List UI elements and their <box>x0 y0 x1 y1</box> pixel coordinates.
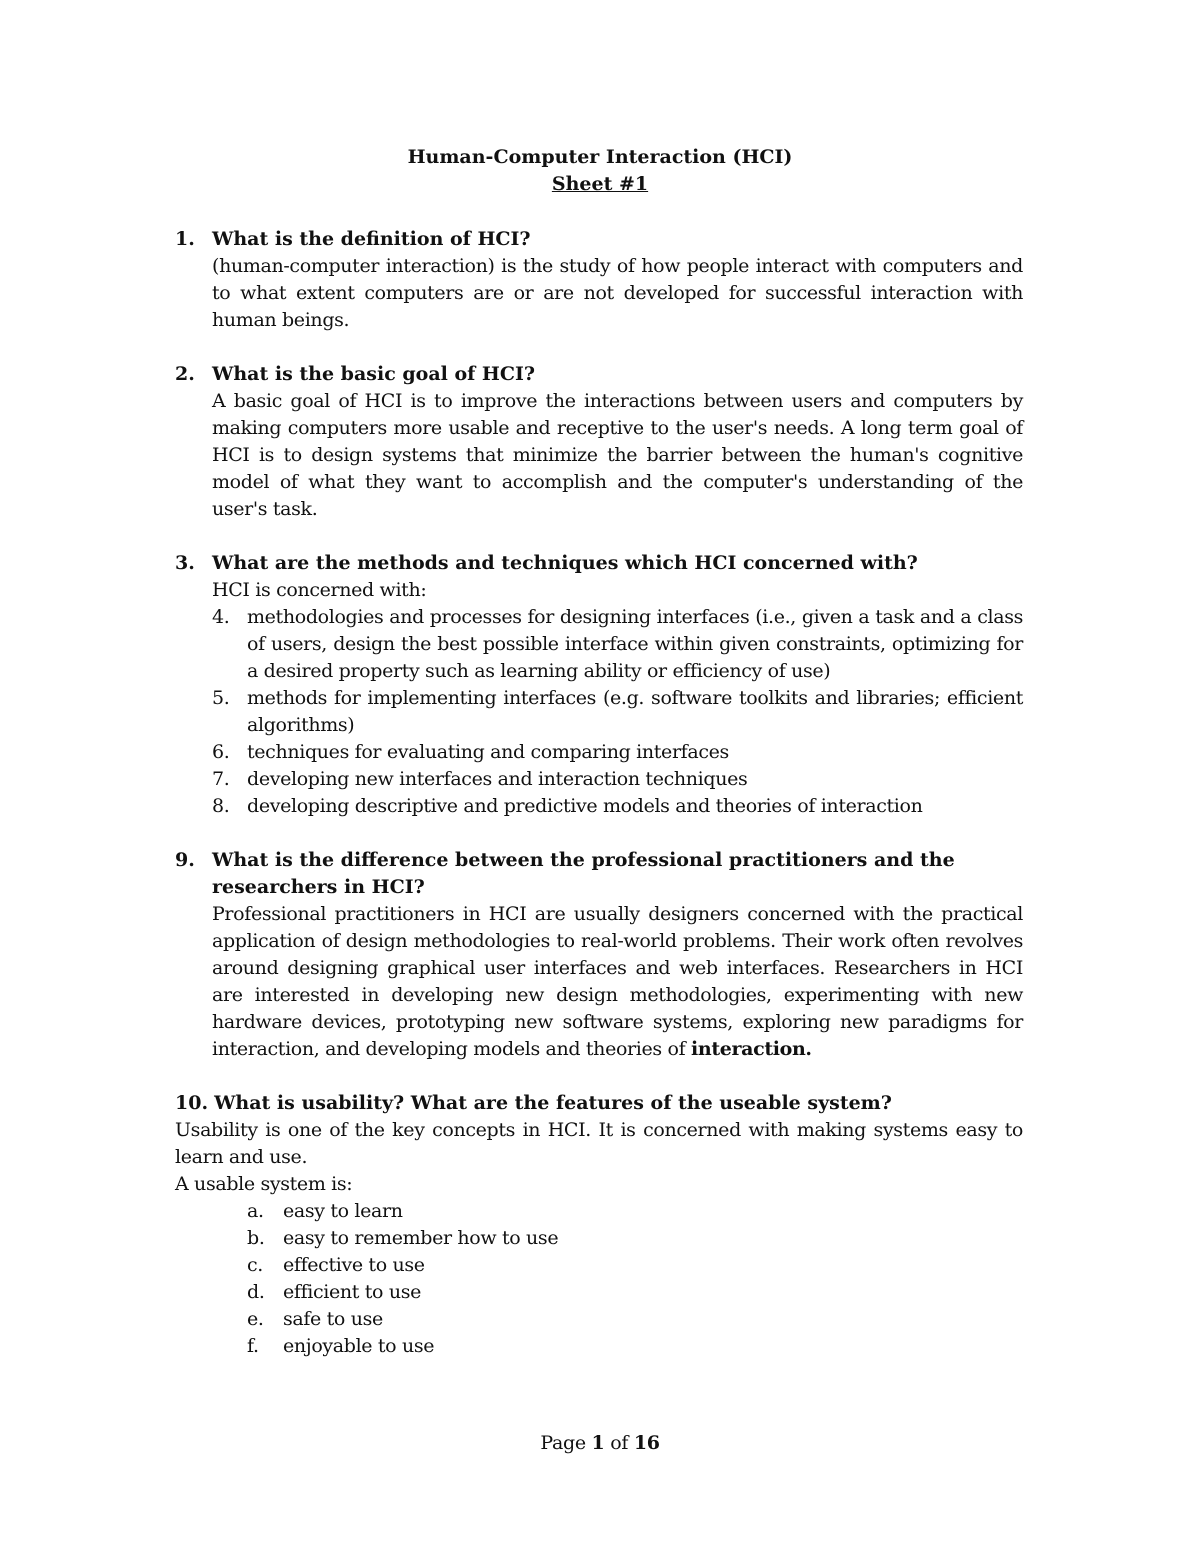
list-item-text: efficient to use <box>283 1281 422 1303</box>
document-title: Human-Computer Interaction (HCI) <box>407 146 793 168</box>
list-item <box>247 1225 1023 1252</box>
list-item-text: methods for implementing interfaces (e.g. software toolkits and libraries; efficient algorithms) <box>247 687 1023 736</box>
question-block-3 <box>175 550 1023 820</box>
question-text: What is usability? What are the features of the useable system? <box>214 1092 892 1114</box>
list-item <box>247 1198 1023 1225</box>
answer-text <box>212 901 1023 1063</box>
list-item-text: effective to use <box>283 1254 425 1276</box>
answer-intro: A usable system is: <box>175 1173 353 1195</box>
list-item <box>247 1279 1023 1306</box>
list-item-letter: c. <box>247 1254 263 1276</box>
answer-text-main: Professional practitioners in HCI are usually designers concerned with the practical application of design methodologies to real-world problems. Their work often revolves around designing graphical user interfaces and web interfaces. Researchers in HCI are interested in developing new design methodologies, experimenting with new hardware devices, prototyping new software systems, exploring new paradigms for interaction, and developing models and theories of <box>212 903 1023 1060</box>
question-block-1 <box>175 226 1023 334</box>
question-number: 1. <box>175 228 195 250</box>
list-item-letter: b. <box>247 1227 265 1249</box>
list-item <box>212 793 1023 820</box>
question-block-10 <box>175 1090 1023 1360</box>
list-item-text: easy to remember how to use <box>283 1227 559 1249</box>
question-number: 2. <box>175 363 195 385</box>
list-item-number: 7. <box>212 768 230 790</box>
question-heading <box>175 361 1023 388</box>
answer-text: Usability is one of the key concepts in HCI. It is concerned with making systems easy to learn and use. <box>175 1119 1023 1168</box>
list-item <box>212 739 1023 766</box>
answer-intro: HCI is concerned with: <box>212 579 427 601</box>
methods-list <box>212 604 1023 820</box>
list-item <box>247 1333 1023 1360</box>
list-item-letter: a. <box>247 1200 264 1222</box>
answer-text: (human-computer interaction) is the study of how people interact with computers and to what extent computers are or are not developed for successful interaction with human beings. <box>212 255 1023 331</box>
list-item-number: 5. <box>212 687 230 709</box>
question-number: 10. <box>175 1092 209 1114</box>
question-heading <box>175 226 1023 253</box>
list-item-text: developing descriptive and predictive models and theories of interaction <box>247 795 923 817</box>
question-text: What is the basic goal of HCI? <box>212 363 536 385</box>
answer-text: A basic goal of HCI is to improve the interactions between users and computers by making computers more usable and receptive to the user's needs. A long term goal of HCI is to design systems that minimize the barrier between the human's cognitive model of what they want to accomplish and the computer's understanding of the user's task. <box>212 390 1023 520</box>
list-item-text: enjoyable to use <box>283 1335 435 1357</box>
page-label: Page <box>540 1432 586 1454</box>
list-item-number: 8. <box>212 795 230 817</box>
list-item-letter: f. <box>247 1335 259 1357</box>
page-of-label: of <box>610 1432 629 1454</box>
list-item-text: easy to learn <box>283 1200 403 1222</box>
question-heading <box>175 1090 1023 1117</box>
question-heading <box>175 550 1023 577</box>
list-item-number: 6. <box>212 741 230 763</box>
page-current: 1 <box>591 1432 605 1454</box>
list-item-number: 4. <box>212 606 230 628</box>
list-item-text: methodologies and processes for designing interfaces (i.e., given a task and a class of users, design the best possible interface within given constraints, optimizing for a desired property such as learning ability or efficiency of use) <box>247 606 1023 682</box>
list-item-letter: d. <box>247 1281 265 1303</box>
list-item-text: safe to use <box>283 1308 383 1330</box>
page-footer <box>0 1430 1200 1457</box>
list-item <box>212 604 1023 685</box>
question-number: 9. <box>175 849 195 871</box>
answer-text-bold: interaction. <box>690 1038 812 1060</box>
list-item-text: techniques for evaluating and comparing interfaces <box>247 741 729 763</box>
list-item <box>212 685 1023 739</box>
question-text: What is the definition of HCI? <box>212 228 531 250</box>
list-item <box>247 1306 1023 1333</box>
question-text: What is the difference between the professional practitioners and the researchers in HCI? <box>212 849 955 898</box>
question-block-2 <box>175 361 1023 523</box>
page-total: 16 <box>633 1432 660 1454</box>
list-item <box>247 1252 1023 1279</box>
usability-features-list <box>247 1198 1023 1360</box>
document-subtitle: Sheet #1 <box>551 173 649 195</box>
list-item <box>212 766 1023 793</box>
list-item-letter: e. <box>247 1308 264 1330</box>
question-number: 3. <box>175 552 195 574</box>
question-text: What are the methods and techniques which HCI concerned with? <box>212 552 918 574</box>
question-heading <box>175 847 1023 901</box>
list-item-text: developing new interfaces and interaction techniques <box>247 768 748 790</box>
question-block-9 <box>175 847 1023 1063</box>
